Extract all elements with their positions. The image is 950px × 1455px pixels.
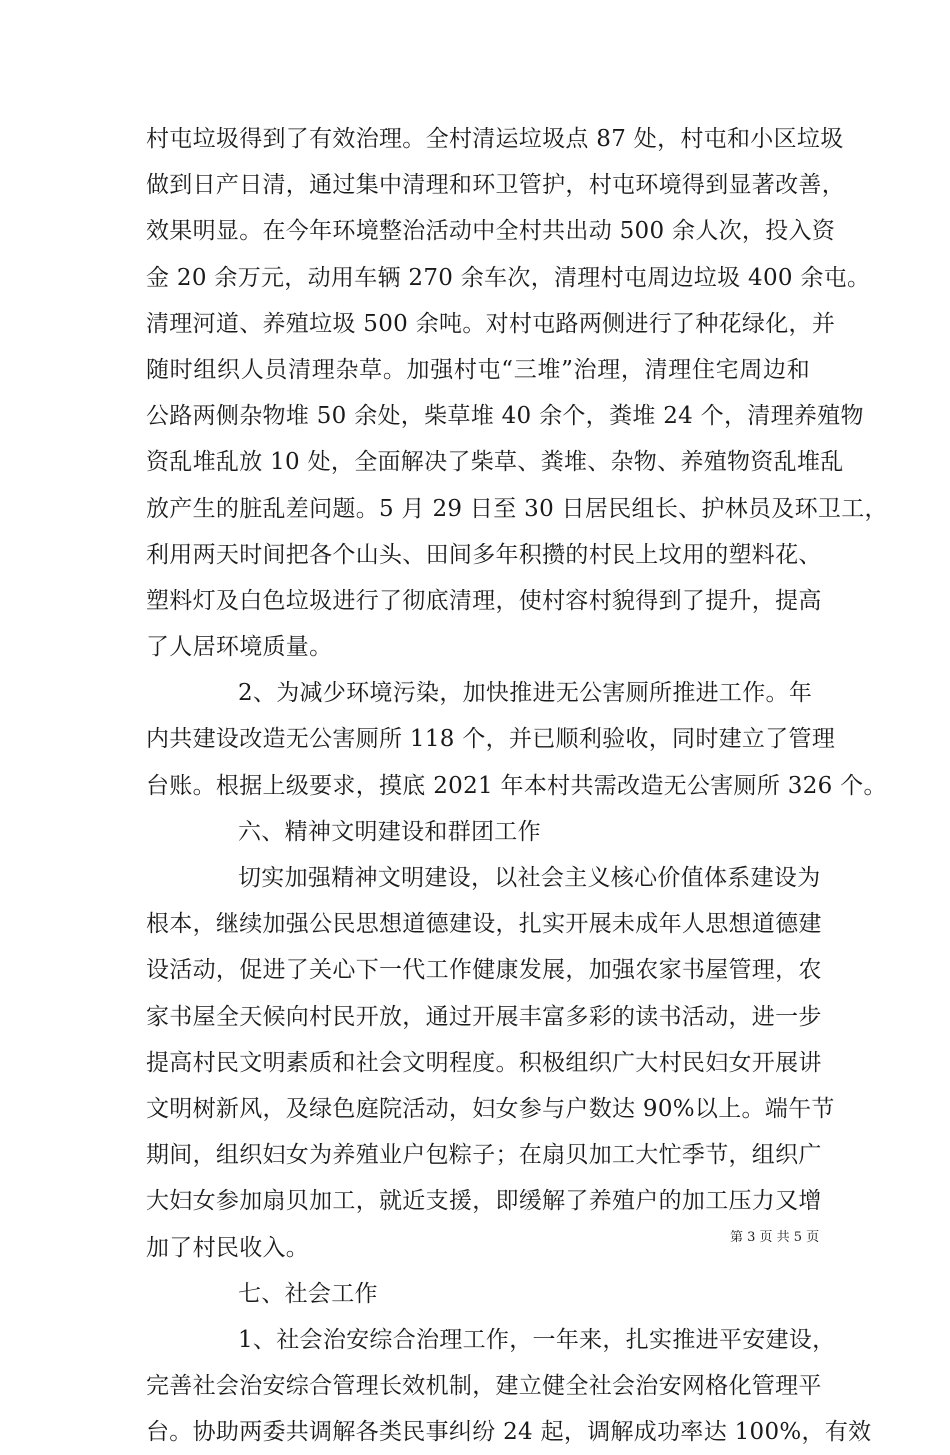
text-line: 资乱堆乱放 10 处，全面解决了柴草、粪堆、杂物、养殖物资乱堆乱 [146,449,844,476]
text-line: 金 20 余万元，动用车辆 270 余车次，清理村屯周边垃圾 400 余屯。 [146,264,871,291]
text-line: 利用两天时间把各个山头、田间多年积攒的村民上坟用的塑料花、 [146,541,822,568]
paragraph-start-line: 2、为减少环境污染，加快推进无公害厕所推进工作。年 [238,680,813,707]
text-line: 效果明显。在今年环境整治活动中全村共出动 500 余人次，投入资 [146,218,836,245]
text-line: 清理河道、养殖垃圾 500 余吨。对村屯路两侧进行了种花绿化，并 [146,310,836,337]
text-line: 村屯垃圾得到了有效治理。全村清运垃圾点 87 处，村屯和小区垃圾 [146,126,844,152]
text-line: 内共建设改造无公害厕所 118 个，并已顺利验收，同时建立了管理 [146,726,836,753]
text-line: 根本，继续加强公民思想道德建设，扎实开展未成年人思想道德建 [146,911,822,938]
text-line: 公路两侧杂物堆 50 余处，柴草堆 40 余个，粪堆 24 个，清理养殖物 [146,403,864,430]
text-line: 期间，组织妇女为养殖业户包粽子；在扇贝加工大忙季节，组织广 [146,1142,822,1169]
text-line: 文明树新风，及绿色庭院活动，妇女参与户数达 90%以上。端午节 [146,1095,835,1122]
paragraph-start-line: 1、社会治安综合治理工作，一年来，扎实推进平安建设， [238,1326,836,1353]
text-line: 设活动，促进了关心下一代工作健康发展，加强农家书屋管理，农 [146,957,822,984]
text-line: 提高村民文明素质和社会文明程度。积极组织广大村民妇女开展讲 [146,1049,822,1076]
text-line: 放产生的脏乱差问题。5 月 29 日至 30 日居民组长、护林员及环卫工， [146,495,888,522]
text-line: 塑料灯及白色垃圾进行了彻底清理，使村容村貌得到了提升，提高 [146,587,822,614]
text-line: 大妇女参加扇贝加工，就近支援，即缓解了养殖户的加工压力又增 [146,1188,822,1215]
page-number: 第 3 页 共 5 页 [730,1230,820,1245]
text-line: 完善社会治安综合管理长效机制，建立健全社会治安网格化管理平 [146,1373,822,1400]
text-line: 做到日产日清，通过集中清理和环卫管护，村屯环境得到显著改善， [146,172,845,199]
text-line: 台。协助两委共调解各类民事纠纷 24 起，调解成功率达 100%，有效 [146,1419,872,1446]
text-line: 了人居环境质量。 [146,634,333,661]
section-heading: 六、精神文明建设和群团工作 [238,818,541,845]
text-line: 随时组织人员清理杂草。加强村屯“三堆”治理，清理住宅周边和 [146,356,810,383]
paragraph-start-line: 切实加强精神文明建设，以社会主义核心价值体系建设为 [238,865,821,891]
text-line: 台账。根据上级要求，摸底 2021 年本村共需改造无公害厕所 326 个。 [146,772,887,799]
section-heading: 七、社会工作 [238,1280,378,1307]
text-line: 加了村民收入。 [146,1234,310,1261]
text-line: 家书屋全天候向村民开放，通过开展丰富多彩的读书活动，进一步 [146,1003,822,1030]
document-body [146,116,888,1455]
